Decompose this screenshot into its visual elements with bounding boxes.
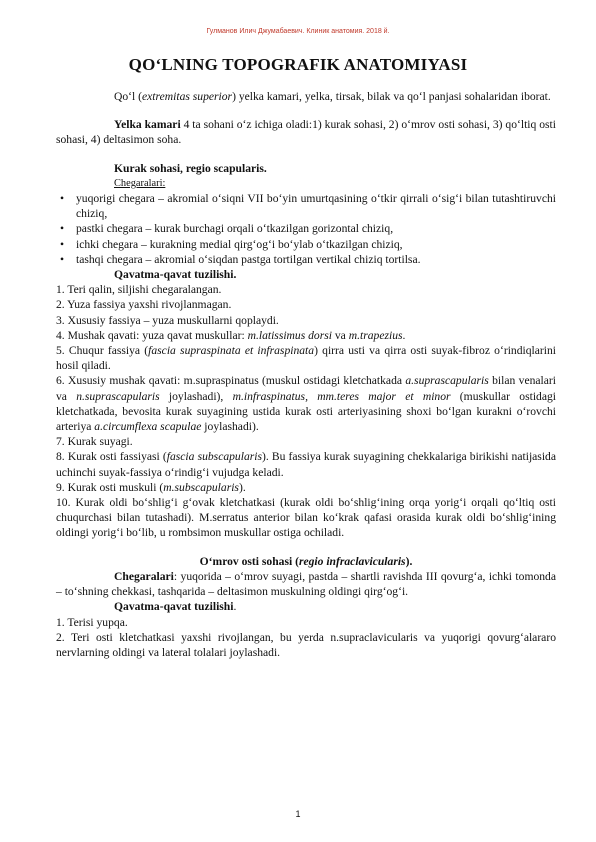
layer-5: 5. Chuqur fassiya (fascia supraspinata et infraspinata) qirra usti va qirra osti suyak-fibroz o‘rindiqlarini hosil qiladi. <box>56 344 556 373</box>
layer-8: 8. Kurak osti fassiyasi (fascia subscapularis). Bu fassiya kurak suyagining chekkalariga birikishi natijasida uchinchi suyak-fassiya o‘rindig‘i vujudga keladi. <box>56 450 556 479</box>
intro-term: extremitas superior <box>142 90 233 103</box>
layer-7: 7. Kurak suyagi. <box>56 435 133 449</box>
boundary-item: • yuqorigi chegara – akromial o‘siqni VII bo‘yin umurtqasining o‘tkir qirrali o‘sig‘i bilan tutashtiruvchi chiziq, <box>56 191 556 221</box>
layer-2: 2. Yuza fassiya yaxshi rivojlanmagan. <box>56 298 232 312</box>
boundaries-list <box>56 191 556 267</box>
shoulder-paragraph <box>56 117 556 147</box>
boundary-item: • tashqi chegara – akromial o‘siqdan pastga tortilgan vertikal chiziq tortilsa. <box>56 252 556 267</box>
scapular-heading: Kurak sohasi, regio scapularis. <box>114 161 267 175</box>
shoulder-text: 4 ta sohani o‘z ichiga oladi:1) kurak sohasi, 2) o‘mrov osti sohasi, 3) qo‘ltiq osti sohasi, 4) deltasimon soha. <box>56 118 556 147</box>
page-number: 1 <box>295 809 301 819</box>
intro-paragraph <box>56 89 556 104</box>
layer-10: 10. Kurak oldi bo‘shlig‘i g‘ovak kletchatkasi (kurak oldi bo‘shlig‘ining orqa yorig‘i orqali qo‘ltiq osti chuqurchasi bilan tutashadi). M.serratus anterior bilan ko‘krak qafasi orasida kurak oldi bo‘shlig‘ining oldingi yorig‘i bo‘lib, u rombsimon muskullar ostiga ochiladi. <box>56 496 556 540</box>
infraclav-layer-1: 1. Terisi yupqa. <box>56 615 128 629</box>
infraclav-layer-2: 2. Teri osti kletchatkasi yaxshi rivojlangan, bu yerda n.supraclavicularis va yuqorigi qovurg‘alararo nervlarning oldingi va lateral tolalari joylashadi. <box>56 630 556 659</box>
infraclavicular-layers-heading: Qavatma-qavat tuzilishi. <box>114 600 237 614</box>
shoulder-term: Yelka kamari <box>114 118 181 132</box>
infraclavicular-heading: O‘mrov osti sohasi (regio infraclavicularis). <box>199 554 413 568</box>
intro-text-c: ) yelka kamari, yelka, tirsak, bilak va qo‘l panjasi sohalaridan iborat. <box>232 90 551 103</box>
intro-text-a: Qo‘l ( <box>114 90 143 103</box>
layer-6: 6. Xususiy mushak qavati: m.supraspinatus (muskul ostidagi kletchatkada a.suprascapularis bilan venalari va n.suprascapularis joylashadi), m.infraspinatus, mm.teres major et minor (muskullar ostidagi kletchatkada, bevosita kurak suyagining ustida kurak osti arteriyasining shoxi bo‘lgan kurakni o‘rovchi arteriya a.circumflexa scapulae joylashadi). <box>56 374 557 434</box>
layer-1: 1. Teri qalin, siljishi chegaralangan. <box>56 283 222 297</box>
layer-9: 9. Kurak osti muskuli (m.subscapularis). <box>56 480 246 494</box>
boundary-item: • ichki chegara – kurakning medial qirg‘og‘i bo‘ylab o‘tkazilgan chiziq, <box>56 237 556 252</box>
layer-4: 4. Mushak qavati: yuza qavat muskullar: m.latissimus dorsi va m.trapezius. <box>56 328 406 342</box>
scapular-layers-heading: Qavatma-qavat tuzilishi. <box>114 268 237 282</box>
infraclavicular-boundaries: Chegaralari: yuqorida – o‘mrov suyagi, pastda – shartli ravishda III qovurg‘a, ichki tomonda – to‘shning chekkasi, tashqarida – deltasimon muskulning oldingi qirg‘og‘i. <box>56 569 556 599</box>
document-body <box>56 89 556 660</box>
running-header: Гулманов Илич Джумабаевич. Клиник анатомия. 2018 й. <box>206 28 390 35</box>
scapular-boundaries-label: Chegaralari: <box>114 177 166 189</box>
page-title: QO‘LNING TOPOGRAFIK ANATOMIYASI <box>128 55 468 74</box>
layer-3: 3. Xususiy fassiya – yuza muskullarni qoplaydi. <box>56 313 279 327</box>
boundary-item: • pastki chegara – kurak burchagi orqali o‘tkazilgan gorizontal chiziq, <box>56 221 556 236</box>
